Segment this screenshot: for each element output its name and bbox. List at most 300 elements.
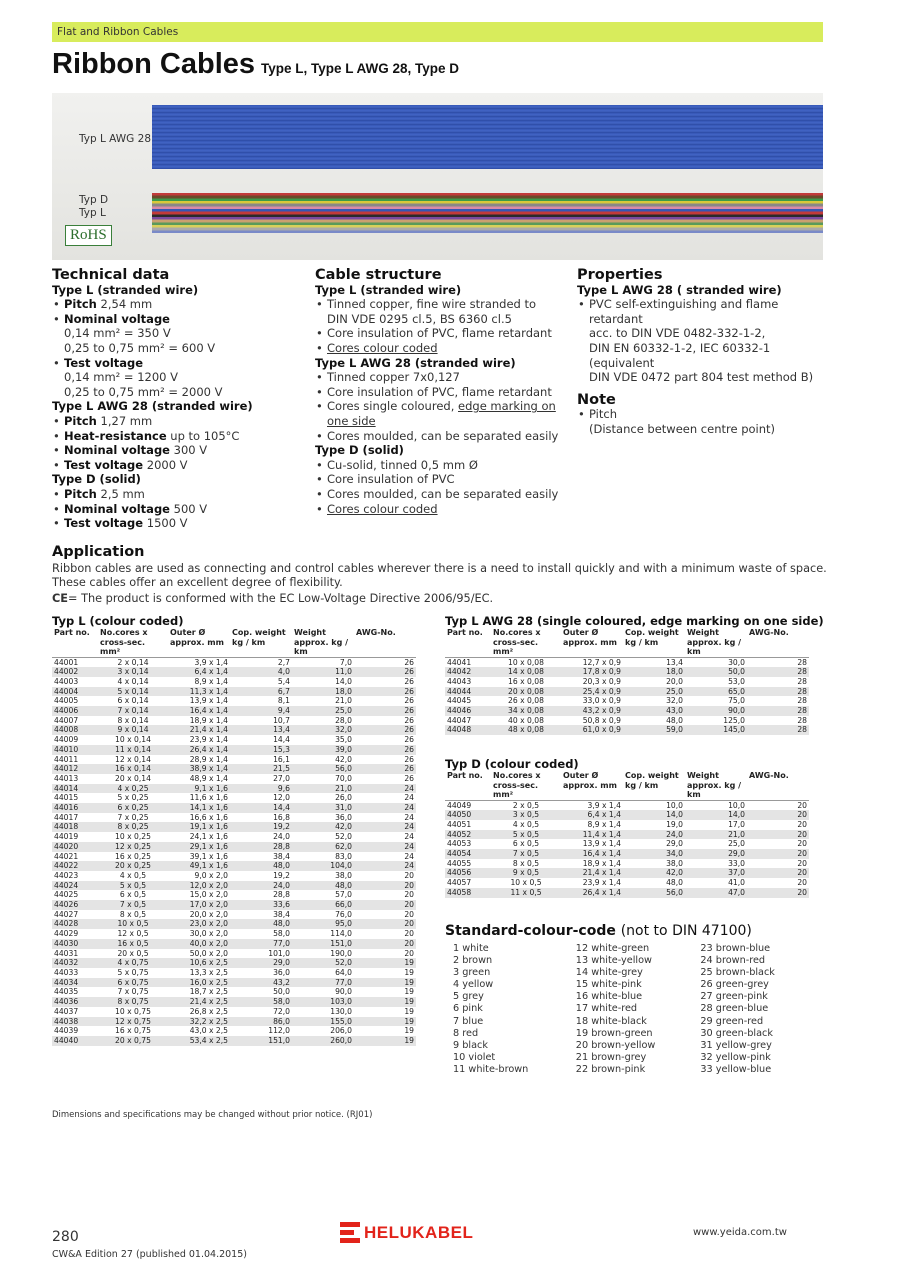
table-cell: 20: [747, 888, 809, 898]
table-cell: 44015: [54, 793, 79, 803]
table-cell: 44023: [54, 870, 79, 880]
table-row: [52, 871, 416, 881]
table-cell: 5 x 0,25: [117, 793, 149, 803]
table-cell: 28: [797, 657, 807, 667]
col-header-cores: No.cores x cross-sec. mm²: [491, 771, 561, 800]
table-cell: 57,0: [335, 890, 352, 900]
table-cell: 64,0: [335, 968, 352, 977]
table-cell: 12 x 0,5: [117, 929, 149, 939]
table-cell: 33,6: [230, 900, 292, 910]
table-cell: 44058: [445, 888, 491, 898]
table-cell: 11,0: [292, 667, 354, 677]
table-cell: 12 x 0,75: [98, 1017, 168, 1027]
colour-code-item: 9 black: [453, 1039, 488, 1051]
table-cell: 19,1 x 1,6: [168, 822, 230, 832]
table-cell: 12 x 0,25: [98, 842, 168, 852]
table-cell: 70,0: [335, 773, 352, 783]
typd-cable-image: [152, 193, 823, 233]
brand-name: HELUKABEL: [364, 1223, 474, 1242]
table-cell: 44010: [52, 745, 98, 755]
colour-code-item: 20 brown-yellow: [575, 1039, 656, 1051]
table-cell: 24,0: [230, 881, 292, 891]
table-cell: 44056: [445, 868, 491, 878]
table-cell: 10 x 0,14: [115, 735, 151, 745]
table-cell: 20: [404, 909, 414, 919]
table-cell: 90,0: [335, 987, 352, 997]
table-cell: 24,1 x 1,6: [189, 832, 228, 842]
table-cell: 44039: [54, 1026, 79, 1036]
table-cell: 28: [747, 706, 809, 716]
table-cell: 24: [404, 793, 414, 803]
col-header-partno: Part no.: [445, 628, 491, 657]
table-row: [445, 677, 809, 687]
tech-typed: Type D (solid): [52, 472, 141, 487]
table-row: [52, 852, 416, 862]
table-cell: 12,0 x 2,0: [168, 881, 230, 891]
table-cell: 26: [354, 687, 416, 697]
note-n2: (Distance between centre point): [589, 421, 776, 436]
table-row: [52, 978, 416, 988]
table-cell: 36,0: [335, 812, 352, 822]
table-cell: 17,0 x 2,0: [168, 900, 230, 910]
tech-awg-heat: • Heat-resistance up to 105°C: [52, 429, 302, 444]
struct-d4: • Cores colour coded: [315, 502, 565, 517]
table-cell: 19: [354, 1036, 416, 1046]
helukabel-logo: [340, 1222, 473, 1244]
table-cell: 44011: [54, 754, 79, 764]
table-cell: 12 x 0,14: [115, 754, 151, 764]
table-cell: 44052: [445, 830, 491, 840]
table-cell: 14,1 x 1,6: [168, 803, 230, 813]
colour-code-grid: [445, 943, 825, 1076]
table-cell: 44037: [54, 1006, 79, 1016]
table-cell: 50,0 x 2,0: [189, 948, 228, 958]
table-row: [445, 716, 809, 726]
table-cell: 25,0: [623, 687, 685, 697]
table-cell: 19: [354, 958, 416, 968]
table-cell: 35,0: [335, 735, 352, 745]
table-cell: 75,0: [728, 696, 745, 706]
table-cell: 155,0: [292, 1017, 354, 1027]
table-cell: 20: [404, 890, 414, 900]
table-cell: 25,4 x 0,9: [561, 687, 623, 697]
table-cell: 7 x 0,5: [98, 900, 168, 910]
table-cell: 43,0 x 2,5: [189, 1026, 228, 1036]
table-cell: 15,0 x 2,0: [189, 890, 228, 900]
table-cell: 13,4: [230, 725, 292, 735]
table-cell: 26: [404, 773, 414, 783]
tech-d-pitch: • Pitch 2,5 mm: [52, 487, 302, 502]
struct-a1: • Tinned copper 7x0,127: [315, 370, 565, 385]
table-row: [52, 832, 416, 842]
table-cell: 23,9 x 1,4: [189, 735, 228, 745]
table-row: [52, 677, 416, 687]
table-cell: 44045: [447, 696, 472, 706]
colour-code-item: 12 white-green: [575, 943, 650, 954]
table-row: [445, 687, 809, 697]
table-cell: 8 x 0,5: [512, 858, 540, 868]
helukabel-mark-icon: [340, 1222, 360, 1244]
colour-code-item: 15 white-pink: [575, 979, 642, 991]
table-cell: 9 x 0,14: [98, 725, 168, 735]
table-cell: 20 x 0,5: [117, 948, 149, 958]
table-cell: 44006: [52, 706, 98, 716]
table-cell: 19,0: [666, 819, 683, 829]
table-cell: 95,0: [292, 919, 354, 929]
struct-l3: • Cores colour coded: [315, 341, 565, 356]
table-cell: 26: [354, 764, 416, 774]
table-cell: 20: [747, 810, 809, 820]
table-cell: 11,4 x 1,4: [561, 830, 623, 840]
table-cell: 59,0: [623, 725, 685, 735]
table-row: [52, 822, 416, 832]
table-cell: 25,0: [728, 839, 745, 849]
table-cell: 18,9 x 1,4: [189, 715, 228, 725]
table-cell: 20: [354, 900, 416, 910]
colour-code-heading: Standard-colour-code (not to DIN 47100): [445, 923, 752, 939]
table-cell: 28: [797, 676, 807, 686]
table-cell: 44024: [52, 881, 98, 891]
colour-code-item: 23 brown-blue: [700, 943, 771, 954]
table-cell: 29,1 x 1,6: [168, 842, 230, 852]
table-cell: 48,0: [292, 881, 354, 891]
table-cell: 26: [404, 754, 414, 764]
table-cell: 26,4 x 1,4: [561, 888, 623, 898]
table-cell: 3,9 x 1,4: [587, 800, 621, 810]
table-cell: 38,4: [273, 909, 290, 919]
colour-code-item: 14 white-grey: [575, 967, 643, 979]
table-row: [445, 888, 809, 898]
table-cell: 101,0: [268, 948, 290, 958]
table-cell: 58,0: [230, 997, 292, 1007]
struct-d2: • Core insulation of PVC: [315, 472, 565, 487]
category-bar: [52, 22, 823, 42]
table-cell: 24: [354, 842, 416, 852]
table-cell: 11,6 x 1,6: [189, 793, 228, 803]
table-cell: 33,0: [728, 858, 745, 868]
col-header-weight: Weight approx. kg / km: [292, 628, 354, 657]
table-cell: 42,0: [623, 868, 685, 878]
ce-mark-icon: CE: [52, 592, 69, 605]
table-cell: 145,0: [685, 725, 747, 735]
table-cell: 21,0: [335, 696, 352, 706]
prop-p4: DIN VDE 0472 part 804 test method B): [589, 370, 814, 385]
table-cell: 44051: [447, 819, 472, 829]
table-cell: 190,0: [330, 948, 352, 958]
table-cell: 21,4 x 1,4: [561, 868, 623, 878]
colour-code-item: 29 green-red: [700, 1015, 764, 1027]
tech-l-nominal-v2: 0,25 to 0,75 mm² = 600 V: [64, 340, 216, 355]
table-cell: 44021: [54, 851, 79, 861]
awg28-cable-image: [152, 105, 823, 169]
table-cell: 44018: [52, 822, 98, 832]
table-row: [52, 716, 416, 726]
colour-code-item: 21 brown-grey: [575, 1051, 647, 1063]
table-cell: 13,4: [666, 657, 683, 667]
table-cell: 44026: [52, 900, 98, 910]
table-cell: 29,0: [666, 839, 683, 849]
table-cell: 28,8: [230, 842, 292, 852]
table-cell: 11,3 x 1,4: [168, 687, 230, 697]
table-cell: 44057: [447, 878, 472, 888]
table-row: [52, 997, 416, 1007]
table-cell: 24,0: [623, 830, 685, 840]
tech-l-nominal-v1: 0,14 mm² = 350 V: [64, 326, 171, 341]
table-cell: 44002: [52, 667, 98, 677]
table-row: [52, 657, 416, 667]
struct-l1: • Tinned copper, fine wire stranded to DIN VDE 0295 cl.5, BS 6360 cl.5: [315, 297, 565, 326]
table-cell: 20: [797, 819, 807, 829]
table-cell: 86,0: [230, 1017, 292, 1027]
colour-code-item: 10 violet: [453, 1051, 496, 1063]
table-cell: 28,9 x 1,4: [189, 754, 228, 764]
table-cell: 20: [797, 878, 807, 888]
table-row: [445, 878, 809, 888]
table-cell: 24,0: [273, 832, 290, 842]
table-cell: 14,0: [623, 810, 685, 820]
table-cell: 12,7 x 0,9: [582, 657, 621, 667]
properties-heading: Properties: [577, 267, 663, 283]
table-cell: 10 x 0,25: [115, 832, 151, 842]
table-row: [445, 868, 809, 878]
table-cell: 66,0: [292, 900, 354, 910]
table-cell: 3 x 0,14: [98, 667, 168, 677]
table-cell: 11 x 0,14: [98, 745, 168, 755]
title-text: Ribbon Cables: [52, 48, 256, 80]
colour-code-item: 31 yellow-grey: [700, 1039, 772, 1051]
table-cell: 24: [354, 803, 416, 813]
struct-typel: Type L (stranded wire): [315, 282, 462, 297]
table-cell: 44013: [54, 773, 79, 783]
table-cell: 10 x 0,5: [510, 878, 542, 888]
table-cell: 26: [354, 706, 416, 716]
table-cell: 9,4: [230, 706, 292, 716]
table-cell: 50,0: [273, 987, 290, 997]
colour-code-item: 8 red: [453, 1027, 479, 1039]
table-cell: 44025: [54, 890, 79, 900]
table-cell: 9,0 x 2,0: [194, 870, 228, 880]
table-cell: 48,0: [666, 878, 683, 888]
table-cell: 4 x 0,75: [98, 958, 168, 968]
table-cell: 24: [404, 812, 414, 822]
table-cell: 44035: [54, 987, 79, 997]
table-cell: 26: [404, 696, 414, 706]
table-cell: 151,0: [292, 939, 354, 949]
table-cell: 26,4 x 1,4: [168, 745, 230, 755]
table-cell: 8,9 x 1,4: [587, 819, 621, 829]
colour-code-item: 1 white: [453, 943, 489, 954]
tech-d-test: • Test voltage 1500 V: [52, 516, 302, 531]
table-cell: 23,0 x 2,0: [168, 919, 230, 929]
table-cell: 47,0: [685, 888, 747, 898]
table-cell: 6 x 0,5: [119, 890, 147, 900]
table-cell: 19: [354, 978, 416, 988]
table-cell: 44036: [52, 997, 98, 1007]
table-cell: 24: [354, 822, 416, 832]
table-cell: 20 x 0,14: [115, 773, 151, 783]
col-header-cop: Cop. weight kg / km: [623, 771, 685, 800]
colour-code-item: 26 green-grey: [700, 979, 769, 991]
colour-code-item: 30 green-black: [700, 1027, 773, 1039]
colour-code-item: 17 white-red: [575, 1003, 638, 1015]
website-url: www.yeida.com.tw: [693, 1227, 787, 1238]
col-header-weight: Weight approx. kg / km: [685, 628, 747, 657]
table-cell: 14,4: [230, 803, 292, 813]
colour-code-item: 5 grey: [453, 991, 484, 1003]
table-cell: 44020: [52, 842, 98, 852]
application-heading: Application: [52, 544, 145, 560]
table-row: [52, 900, 416, 910]
table-cell: 7 x 0,25: [117, 812, 149, 822]
prop-typeawg: Type L AWG 28 ( stranded wire): [577, 282, 782, 297]
table-cell: 9,1 x 1,6: [168, 784, 230, 794]
colour-code-item: 16 white-blue: [575, 991, 643, 1003]
table-cell: 14 x 0,08: [491, 667, 561, 677]
table-cell: 16 x 0,5: [98, 939, 168, 949]
note-heading: Note: [577, 391, 616, 408]
application-text: Ribbon cables are used as connecting and control cables wherever there is a need to install quickly and with a minimum waste of space. These cables offer an excellent degree of flexibility.: [52, 562, 827, 589]
colour-code-item: 22 brown-pink: [575, 1063, 646, 1075]
table-cell: 2 x 0,5: [512, 800, 540, 810]
table-cell: 19,2: [273, 870, 290, 880]
table-typed: [445, 771, 809, 898]
table-cell: 49,1 x 1,6: [168, 861, 230, 871]
note-n1: • Pitch: [577, 407, 827, 422]
table-cell: 20,0: [666, 676, 683, 686]
table-row: [445, 657, 809, 667]
table-cell: 18,0: [623, 667, 685, 677]
table-cell: 16 x 0,75: [115, 1026, 151, 1036]
table-typel-caption: Typ L (colour coded): [52, 614, 184, 628]
table-awg28: [445, 628, 809, 735]
table-cell: 44009: [54, 735, 79, 745]
table-cell: 10,6 x 2,5: [168, 958, 230, 968]
table-cell: 20,0 x 2,0: [189, 909, 228, 919]
table-cell: 50,0: [685, 667, 747, 677]
table-cell: 20: [404, 929, 414, 939]
table-cell: 28: [797, 696, 807, 706]
table-cell: 103,0: [292, 997, 354, 1007]
table-cell: 17,0: [728, 819, 745, 829]
table-cell: 4 x 0,14: [117, 676, 149, 686]
table-cell: 7 x 0,75: [117, 987, 149, 997]
table-cell: 44030: [52, 939, 98, 949]
table-cell: 19,2: [230, 822, 292, 832]
table-cell: 16,0 x 2,5: [168, 978, 230, 988]
cable-photo: [52, 93, 823, 260]
col-header-awg: AWG-No.: [747, 628, 809, 657]
table-cell: 20 x 0,08: [491, 687, 561, 697]
table-cell: 18,7 x 2,5: [189, 987, 228, 997]
table-row: [52, 910, 416, 920]
table-cell: 56,0: [292, 764, 354, 774]
table-cell: 112,0: [268, 1026, 290, 1036]
table-cell: 28: [747, 725, 809, 735]
table-cell: 37,0: [685, 868, 747, 878]
page-number: 280: [52, 1229, 79, 1245]
table-cell: 10,0: [666, 800, 683, 810]
table-cell: 26,0: [335, 793, 352, 803]
colour-code-item: 11 white-brown: [453, 1063, 529, 1075]
table-cell: 104,0: [292, 861, 354, 871]
properties-section: [577, 268, 827, 437]
tech-awg-nominal: • Nominal voltage 300 V: [52, 443, 302, 458]
table-cell: 44003: [54, 676, 79, 686]
ce-statement: CE= The product is conformed with the EC Low-Voltage Directive 2006/95/EC.: [52, 592, 494, 605]
application-section: [52, 544, 827, 606]
colour-code-item: 13 white-yellow: [575, 955, 652, 967]
table-awg28-caption: Typ L AWG 28 (single coloured, edge marking on one side): [445, 614, 824, 628]
table-cell: 26: [354, 667, 416, 677]
struct-typed: Type D (solid): [315, 443, 404, 458]
table-cell: 28: [747, 687, 809, 697]
colour-code-item: 3 green: [453, 967, 491, 979]
col-header-outer: Outer Ø approx. mm: [168, 628, 230, 657]
table-cell: 10,0: [728, 800, 745, 810]
table-row: [445, 839, 809, 849]
table-cell: 44005: [54, 696, 79, 706]
table-cell: 20: [354, 919, 416, 929]
table-cell: 42,0: [335, 754, 352, 764]
col-header-cores: No.cores x cross-sec. mm²: [98, 628, 168, 657]
table-row: [445, 725, 809, 735]
table-cell: 20: [354, 939, 416, 949]
table-cell: 39,0: [292, 745, 354, 755]
table-cell: 6 x 0,75: [98, 978, 168, 988]
table-cell: 48,0: [230, 919, 292, 929]
table-row: [445, 706, 809, 716]
table-cell: 20: [797, 839, 807, 849]
colour-code-item: 2 brown: [453, 955, 493, 967]
table-cell: 44031: [54, 948, 79, 958]
table-cell: 44054: [445, 849, 491, 859]
prop-p2: acc. to DIN VDE 0482-332-1-2,: [589, 326, 766, 341]
table-cell: 10 x 0,75: [115, 1006, 151, 1016]
table-cell: 8 x 0,14: [117, 715, 149, 725]
table-cell: 11 x 0,5: [491, 888, 561, 898]
table-cell: 28,0: [335, 715, 352, 725]
colour-code-item: 27 green-pink: [700, 991, 768, 1003]
table-cell: 44028: [52, 919, 98, 929]
table-cell: 44027: [54, 909, 79, 919]
photo-label-typd: Typ D: [79, 194, 109, 206]
table-cell: 44046: [445, 706, 491, 716]
page-title: [52, 48, 459, 81]
table-cell: 151,0: [230, 1036, 292, 1046]
table-row: [445, 849, 809, 859]
tech-l-nominal: • Nominal voltage: [52, 312, 302, 327]
table-cell: 5 x 0,75: [117, 968, 149, 977]
table-cell: 42,0: [292, 822, 354, 832]
table-cell: 40,0 x 2,0: [168, 939, 230, 949]
table-row: [52, 755, 416, 765]
table-cell: 8 x 0,75: [98, 997, 168, 1007]
table-cell: 33,0 x 0,9: [582, 696, 621, 706]
table-row: [52, 1007, 416, 1017]
table-row: [52, 735, 416, 745]
table-cell: 20: [747, 849, 809, 859]
table-cell: 25,0: [292, 706, 354, 716]
col-header-cores: No.cores x cross-sec. mm²: [491, 628, 561, 657]
table-row: [52, 725, 416, 735]
table-cell: 52,0: [292, 958, 354, 968]
table-row: [445, 830, 809, 840]
table-cell: 8,9 x 1,4: [194, 676, 228, 686]
table-cell: 10 x 0,08: [508, 657, 544, 667]
table-cell: 44012: [52, 764, 98, 774]
table-cell: 20: [797, 858, 807, 868]
colour-code-item: 32 yellow-pink: [700, 1051, 771, 1063]
